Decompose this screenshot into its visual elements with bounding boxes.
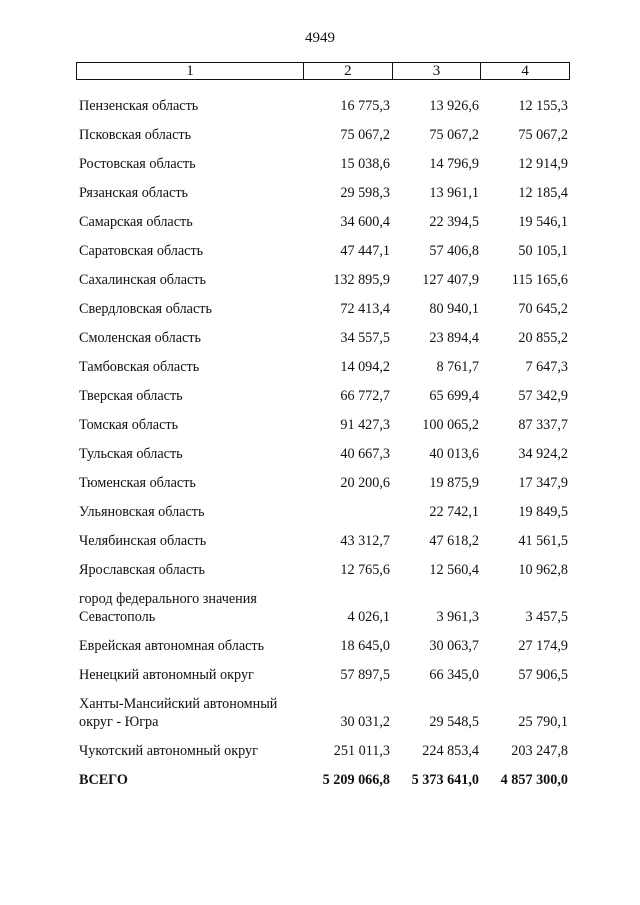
region-name: Ярославская область: [79, 562, 205, 578]
region-name: Челябинская область: [79, 533, 207, 549]
value-col-4: 57 906,5: [518, 667, 568, 683]
table-row: [76, 405, 570, 434]
table-row: [76, 231, 570, 260]
value-col-4: 87 337,7: [518, 417, 568, 433]
region-name: Самарская область: [79, 214, 193, 230]
region-name: Саратовская область: [79, 243, 204, 259]
value-col-3: 13 926,6: [429, 98, 479, 114]
table-header-row: [76, 62, 570, 80]
value-col-4: 10 962,8: [518, 562, 568, 578]
value-col-3: 224 853,4: [422, 743, 479, 759]
table-row: [76, 260, 570, 289]
value-col-4: 19 849,5: [518, 504, 568, 520]
value-col-2: 43 312,7: [340, 533, 390, 549]
value-col-2: 14 094,2: [340, 359, 390, 375]
region-name: Еврейская автономная область: [79, 638, 265, 654]
table-row: [76, 434, 570, 463]
value-col-4: 57 342,9: [518, 388, 568, 404]
column-header-1: 1: [186, 63, 194, 79]
table-row: [76, 318, 570, 347]
value-col-3: 40 013,6: [429, 446, 479, 462]
column-header-3: 3: [392, 63, 481, 79]
region-name: город федерального значения Севастополь: [79, 591, 257, 625]
value-col-3: 13 961,1: [429, 185, 479, 201]
value-col-3: 23 894,4: [429, 330, 479, 346]
value-col-4: 25 790,1: [518, 714, 568, 730]
region-name: Томская область: [79, 417, 179, 433]
region-name: Чукотский автономный округ: [79, 743, 258, 759]
value-col-2: 66 772,7: [340, 388, 390, 404]
table-row: [76, 347, 570, 376]
table-row: [76, 521, 570, 550]
table-row: [76, 655, 570, 684]
table-row: [76, 626, 570, 655]
total-col-2: 5 209 066,8: [322, 772, 390, 788]
value-col-3: 57 406,8: [429, 243, 479, 259]
table-row: [76, 173, 570, 202]
value-col-4: 17 347,9: [518, 475, 568, 491]
region-name: Пензенская область: [79, 98, 199, 114]
value-col-2: 34 557,5: [340, 330, 390, 346]
region-name: Ханты-Мансийский автономный округ - Югра: [79, 696, 278, 730]
value-col-4: 19 546,1: [518, 214, 568, 230]
value-col-3: 65 699,4: [429, 388, 479, 404]
value-col-2: 20 200,6: [340, 475, 390, 491]
value-col-4: 12 185,4: [518, 185, 568, 201]
value-col-2: 16 775,3: [340, 98, 390, 114]
value-col-3: 22 742,1: [429, 504, 479, 520]
value-col-2: 34 600,4: [340, 214, 390, 230]
total-col-4: 4 857 300,0: [500, 772, 568, 788]
value-col-3: 66 345,0: [429, 667, 479, 683]
table-row: [76, 144, 570, 173]
value-col-2: 57 897,5: [340, 667, 390, 683]
value-col-4: 203 247,8: [511, 743, 568, 759]
region-name: Рязанская область: [79, 185, 189, 201]
value-col-4: 75 067,2: [518, 127, 568, 143]
value-col-4: 41 561,5: [518, 533, 568, 549]
region-name: Тюменская область: [79, 475, 196, 491]
table-row: [76, 579, 570, 626]
table-row: [76, 463, 570, 492]
table-row: [76, 115, 570, 144]
value-col-2: 91 427,3: [340, 417, 390, 433]
region-name: Тульская область: [79, 446, 183, 462]
value-col-4: 3 457,5: [525, 609, 568, 625]
value-col-4: 70 645,2: [518, 301, 568, 317]
region-name: Сахалинская область: [79, 272, 207, 288]
table-row: [76, 289, 570, 318]
budget-table: [76, 62, 570, 789]
value-col-2: 40 667,3: [340, 446, 390, 462]
value-col-2: 18 645,0: [340, 638, 390, 654]
value-col-4: 50 105,1: [518, 243, 568, 259]
value-col-3: 47 618,2: [429, 533, 479, 549]
region-name: Ульяновская область: [79, 504, 205, 520]
value-col-3: 30 063,7: [429, 638, 479, 654]
value-col-2: 132 895,9: [333, 272, 390, 288]
value-col-3: 12 560,4: [429, 562, 479, 578]
value-col-2: 251 011,3: [333, 743, 390, 759]
value-col-4: 34 924,2: [518, 446, 568, 462]
value-col-3: 22 394,5: [429, 214, 479, 230]
value-col-3: 100 065,2: [422, 417, 479, 433]
total-col-3: 5 373 641,0: [411, 772, 479, 788]
column-header-4: 4: [480, 63, 569, 79]
table-body: [76, 86, 570, 789]
column-header-2: 2: [303, 63, 392, 79]
table-row: [76, 684, 570, 731]
table-row: [76, 492, 570, 521]
table-row: [76, 550, 570, 579]
value-col-3: 80 940,1: [429, 301, 479, 317]
value-col-3: 29 548,5: [429, 714, 479, 730]
value-col-3: 19 875,9: [429, 475, 479, 491]
total-label: ВСЕГО: [79, 772, 128, 788]
value-col-2: 12 765,6: [340, 562, 390, 578]
value-col-2: 47 447,1: [340, 243, 390, 259]
table-row: [76, 376, 570, 405]
value-col-4: 27 174,9: [518, 638, 568, 654]
value-col-2: 30 031,2: [340, 714, 390, 730]
value-col-3: 14 796,9: [429, 156, 479, 172]
value-col-2: 15 038,6: [340, 156, 390, 172]
value-col-4: 12 155,3: [518, 98, 568, 114]
region-name: Ненецкий автономный округ: [79, 667, 254, 683]
value-col-2: 75 067,2: [340, 127, 390, 143]
region-name: Тверская область: [79, 388, 183, 404]
value-col-2: 29 598,3: [340, 185, 390, 201]
region-name: Ростовская область: [79, 156, 196, 172]
total-row: [76, 760, 570, 789]
region-name: Свердловская область: [79, 301, 212, 317]
value-col-2: 4 026,1: [347, 609, 390, 625]
value-col-3: 8 761,7: [436, 359, 479, 375]
value-col-3: 127 407,9: [422, 272, 479, 288]
value-col-4: 20 855,2: [518, 330, 568, 346]
table-row: [76, 86, 570, 115]
value-col-2: 72 413,4: [340, 301, 390, 317]
value-col-3: 75 067,2: [429, 127, 479, 143]
region-name: Смоленская область: [79, 330, 201, 346]
region-name: Тамбовская область: [79, 359, 200, 375]
page-number: 4949: [305, 30, 335, 46]
value-col-4: 12 914,9: [518, 156, 568, 172]
value-col-4: 7 647,3: [525, 359, 568, 375]
table-row: [76, 731, 570, 760]
value-col-3: 3 961,3: [436, 609, 479, 625]
region-name: Псковская область: [79, 127, 192, 143]
table-row: [76, 202, 570, 231]
value-col-4: 115 165,6: [511, 272, 568, 288]
